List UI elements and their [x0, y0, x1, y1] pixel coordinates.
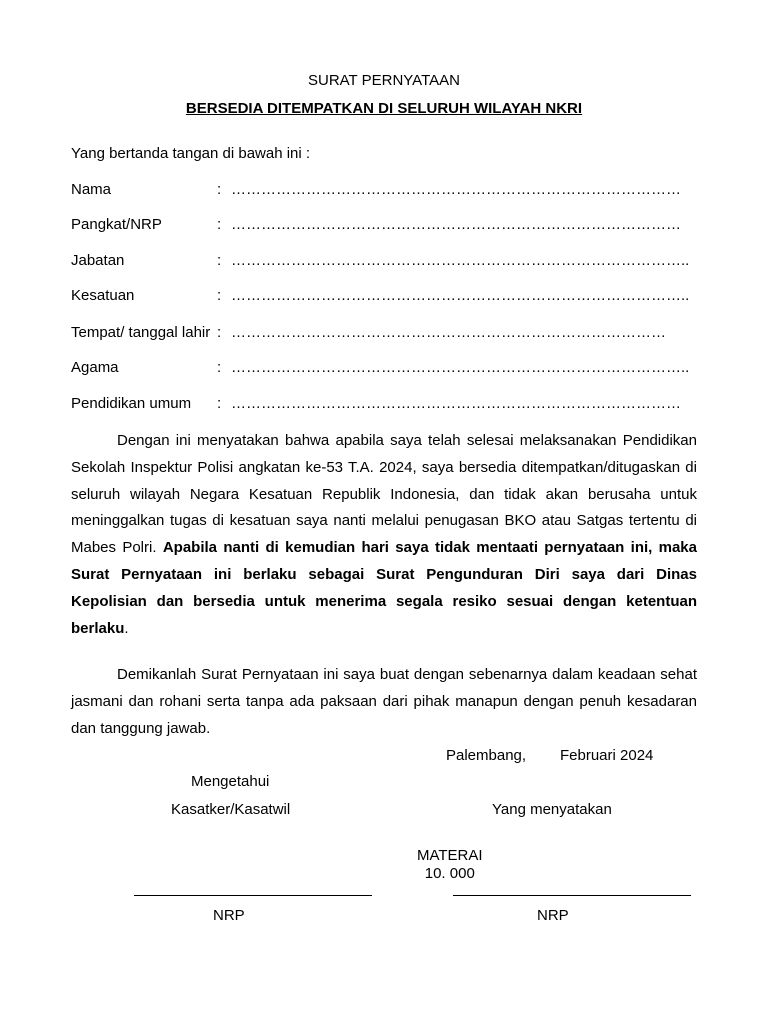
field-colon: :	[217, 359, 222, 376]
field-label: Kesatuan	[71, 287, 135, 304]
field-colon: :	[217, 287, 222, 304]
signature-line-right	[453, 895, 691, 896]
signature-line-left	[134, 895, 372, 896]
statement-end: .	[124, 619, 129, 637]
intro-text: Yang bertanda tangan di bawah ini :	[71, 145, 311, 162]
acknowledged-label: Mengetahui	[191, 773, 270, 790]
statement-bold-text: Apabila nanti di kemudian hari saya tidak mentaati pernyataan ini, maka Surat Pernyataan ini berlaku sebagai Surat Pengunduran Diri saya dari Dinas Kepolisian dan bersedia untuk menerima segala resiko sesuai dengan ketentuan berlaku	[71, 539, 697, 637]
field-colon: :	[217, 181, 222, 198]
statement-text: Dengan ini menyatakan bahwa apabila saya telah selesai melaksanakan Pendidikan Sekolah Inspektur Polisi angkatan ke-53 T.A. 2024, saya bersedia ditempatkan/ditugaskan di seluruh wilayah Negara Kesatuan Republik Indonesia, dan tidak akan berusaha untuk meninggalkan tugas di kesatuan saya nanti melalui penugasan BKO atau Satgas tertentu di Mabes Polri.	[71, 432, 697, 557]
field-blank: ………………………………………………………………………………	[231, 216, 681, 233]
declarant-label: Yang menyatakan	[492, 801, 612, 818]
field-label: Jabatan	[71, 252, 125, 269]
nrp-right-label: NRP	[537, 907, 569, 924]
field-colon: :	[217, 252, 222, 269]
document-title: SURAT PERNYATAAN	[308, 72, 460, 89]
field-blank: ………………………………………………………………………………..	[231, 252, 690, 269]
field-blank: ………………………………………………………………………………	[231, 181, 681, 198]
field-label: Agama	[71, 359, 119, 376]
place: Palembang,	[446, 747, 527, 764]
field-colon: :	[217, 216, 222, 233]
field-blank: ………………………………………………………………………………	[231, 395, 681, 412]
field-label: Pangkat/NRP	[71, 216, 162, 233]
stamp-value: 10. 000	[424, 865, 475, 882]
field-colon: :	[217, 395, 222, 412]
stamp-placeholder	[417, 847, 483, 883]
field-label: Pendidikan umum	[71, 395, 192, 412]
field-blank: ………………………………………………………………………………..	[231, 287, 690, 304]
field-blank: ……………………………………………………………………………	[231, 324, 666, 341]
field-blank: ………………………………………………………………………………..	[231, 359, 690, 376]
closing-text: Demikanlah Surat Pernyataan ini saya buat dengan sebenarnya dalam keadaan sehat jasmani dan rohani serta tanpa ada paksaan dari pihak manapun dengan penuh kesadaran dan tanggung jawab.	[71, 666, 697, 737]
statement-paragraph	[71, 428, 697, 642]
date: Februari 2024	[560, 747, 654, 764]
field-label: Nama	[71, 181, 112, 198]
nrp-left-label: NRP	[213, 907, 245, 924]
field-label: Tempat/ tanggal lahir	[71, 324, 211, 341]
document-subtitle: BERSEDIA DITEMPATKAN DI SELURUH WILAYAH NKRI	[185, 100, 583, 117]
closing-paragraph	[71, 662, 697, 742]
field-colon: :	[217, 324, 222, 341]
acknowledger-title: Kasatker/Kasatwil	[171, 801, 291, 818]
stamp-label: MATERAI	[417, 847, 483, 864]
